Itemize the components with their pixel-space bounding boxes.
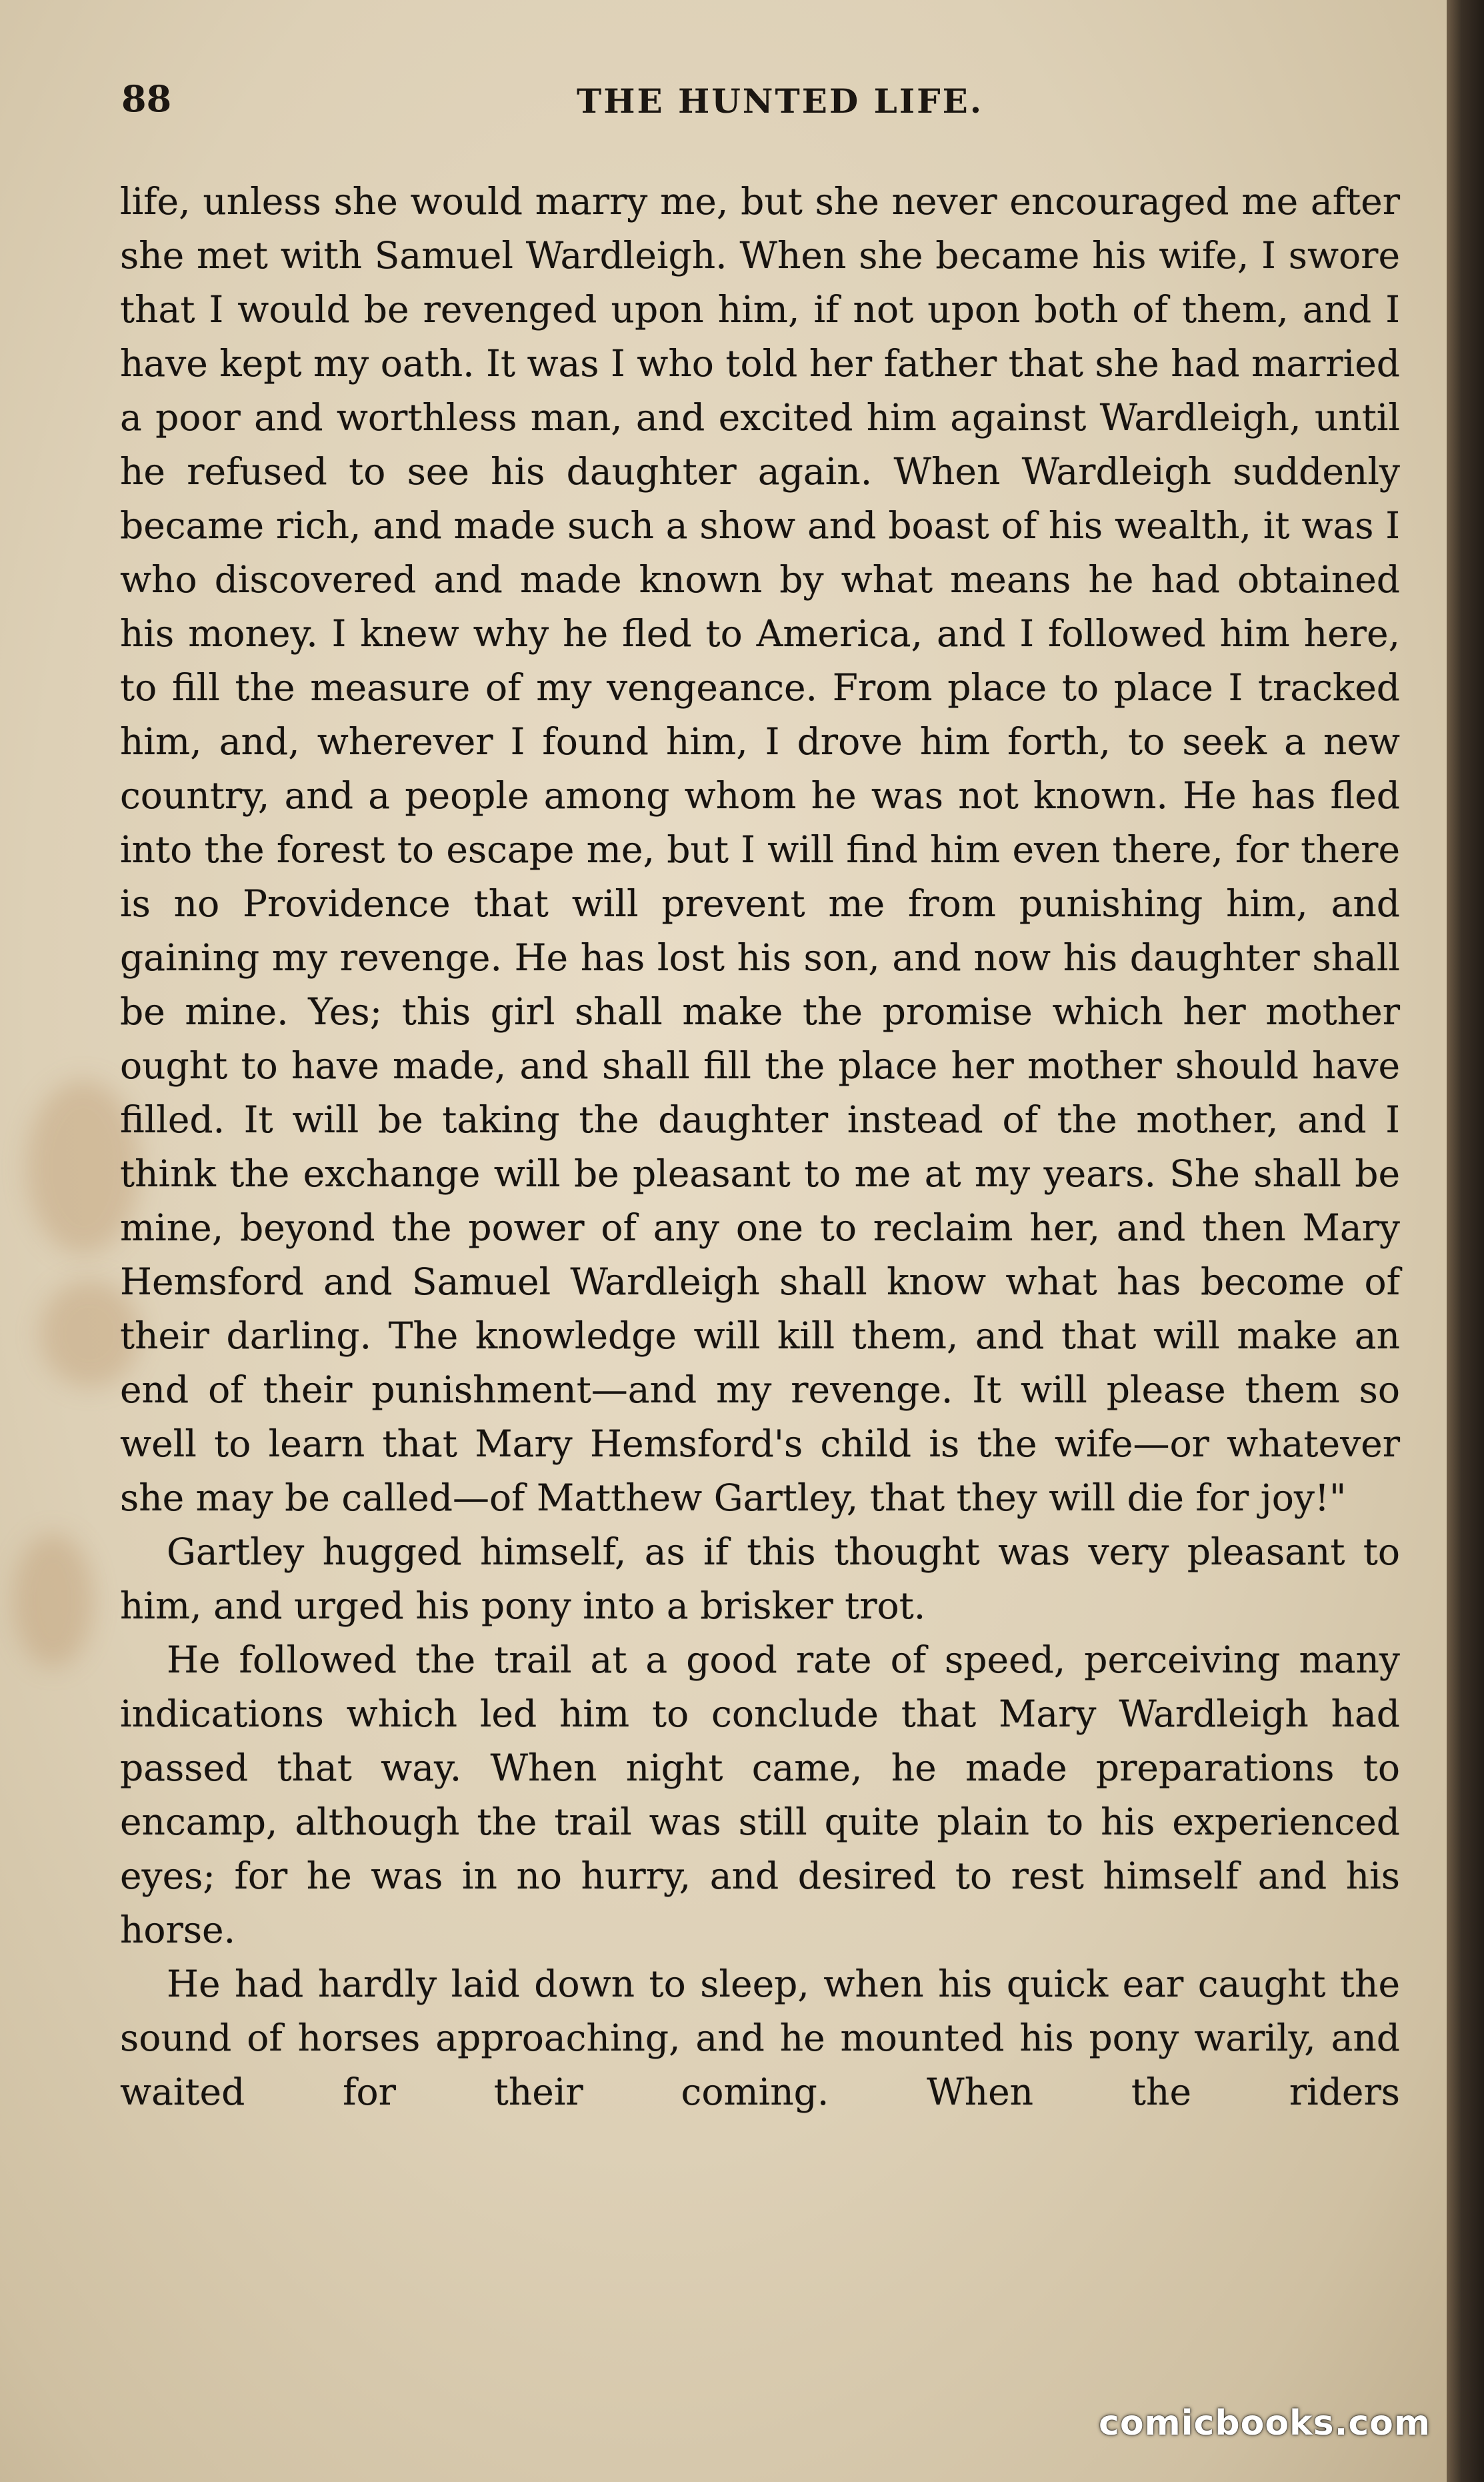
stain bbox=[13, 1534, 93, 1667]
page-header bbox=[120, 72, 1400, 132]
paragraph: life, unless she would marry me, but she never encouraged me after she met with Samuel Wardleigh. When she became his wife, I swore that I would be revenged upon him, if not upon both of them, and I have kept my oath. It was I who told her father that she had married a poor and worthless man, and excited him against Wardleigh, until he refused to see his daughter again. When Wardleigh suddenly became rich, and made such a show and boast of his wealth, it was I who discovered and made known by what means he had obtained his money. I knew why he fled to America, and I followed him here, to fill the measure of my vengeance. From place to place I tracked him, and, wherever I found him, I drove him forth, to seek a new country, and a people among whom he was not known. He has fled into the forest to escape me, but I will find him even there, for there is no Providence that will prevent me from punishing him, and gaining my revenge. He has lost his son, and now his daughter shall be mine. Yes; this girl shall make the promise which her mother ought to have made, and shall fill the place her mother should have filled. It will be taking the daughter instead of the mother, and I think the exchange will be pleasant to me at my years. She shall be mine, beyond the power of any one to reclaim her, and then Mary Hemsford and Samuel Wardleigh shall know what has become of their darling. The knowledge will kill them, and that will make an end of their punishment—and my revenge. It will please them so well to learn that Mary Hemsford's child is the wife—or whatever she may be called—of Matthew Gartley, that they will die for joy!" bbox=[120, 180, 1400, 1519]
paragraph: He had hardly laid down to sleep, when his quick ear caught the sound of horses approaching, and he mounted his pony warily, and waited for their coming. When the riders bbox=[120, 1963, 1400, 2113]
page-number: 88 bbox=[121, 77, 172, 120]
paragraph: He followed the trail at a good rate of speed, perceiving many indications which led him to conclude that Mary Wardleigh had passed that way. When night came, he made preparations to encamp, although the trail was still quite plain to his experienced eyes; for he was in no hurry, and desired to rest himself and his horse. bbox=[120, 1638, 1400, 1951]
paragraph: Gartley hugged himself, as if this thought was very pleasant to him, and urged his pony into a brisker trot. bbox=[120, 1530, 1400, 1627]
running-title: THE HUNTED LIFE. bbox=[577, 81, 984, 121]
body-text bbox=[120, 175, 1400, 2119]
page-edge bbox=[1447, 0, 1484, 2482]
watermark: comicbooks.com bbox=[1099, 2403, 1431, 2443]
